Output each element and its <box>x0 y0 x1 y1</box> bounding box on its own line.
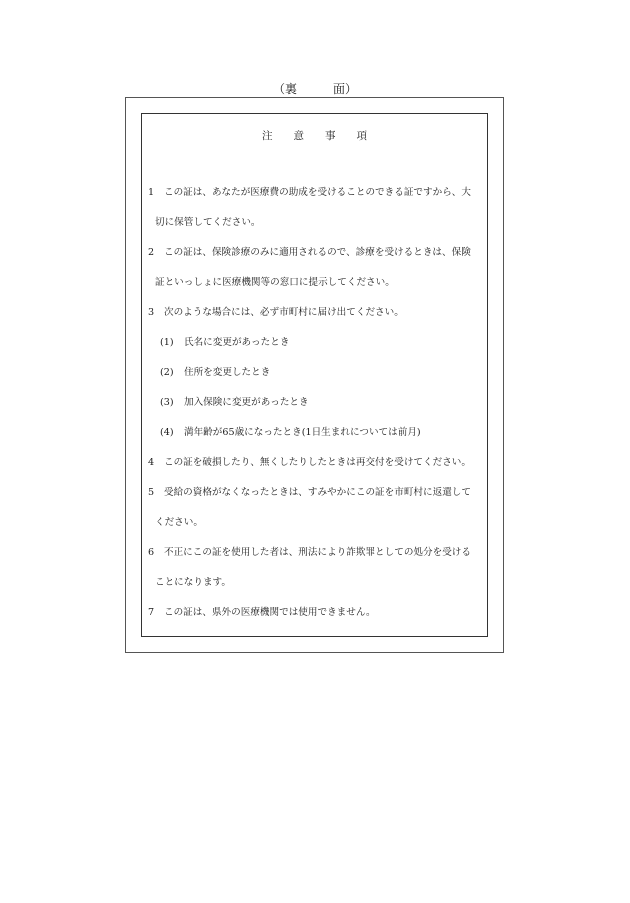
item-text: 証といっしょに医療機関等の窓口に提示してください。 <box>155 277 395 288</box>
item-text: 受給の資格がなくなったときは、すみやかにこの証を市町村に返還して <box>164 487 471 498</box>
item-number: 3 <box>148 307 155 318</box>
subitem-number: (3) <box>160 397 174 408</box>
outer-frame <box>125 97 504 653</box>
item-text: 切に保管してください。 <box>155 217 261 228</box>
item-text: この証を破損したり、無くしたりしたときは再交付を受けてください。 <box>164 457 471 468</box>
item-text: ことになります。 <box>155 577 231 588</box>
item-text: この証は、あなたが医療費の助成を受けることのできる証ですから、大 <box>164 187 471 198</box>
subitem-text: 氏名に変更があったとき <box>184 337 290 348</box>
item-number: 1 <box>148 187 155 198</box>
subitem-text: 住所を変更したとき <box>184 367 271 378</box>
subitem-number: (1) <box>160 337 174 348</box>
notice-box <box>141 113 488 637</box>
item-number: 7 <box>148 607 155 618</box>
subitem-text: 加入保険に変更があったとき <box>184 397 309 408</box>
item-text: 次のような場合には、必ず市町村に届け出てください。 <box>164 307 404 318</box>
item-number: 4 <box>148 457 155 468</box>
subitem-number: (4) <box>160 427 174 438</box>
item-number: 6 <box>148 547 155 558</box>
item-text: 不正にこの証を使用した者は、刑法により詐欺罪としての処分を受ける <box>164 547 471 558</box>
item-number: 5 <box>148 487 155 498</box>
notice-heading: 注 意 事 項 <box>262 130 367 142</box>
page-title: （裏 面） <box>272 82 357 96</box>
subitem-number: (2) <box>160 367 174 378</box>
item-text: この証は、県外の医療機関では使用できません。 <box>164 607 376 618</box>
item-text: この証は、保険診療のみに適用されるので、診療を受けるときは、保険 <box>164 247 471 258</box>
item-text: ください。 <box>155 517 203 528</box>
item-number: 2 <box>148 247 155 258</box>
subitem-text: 満年齢が65歳になったとき(1日生まれについては前月) <box>184 427 421 438</box>
